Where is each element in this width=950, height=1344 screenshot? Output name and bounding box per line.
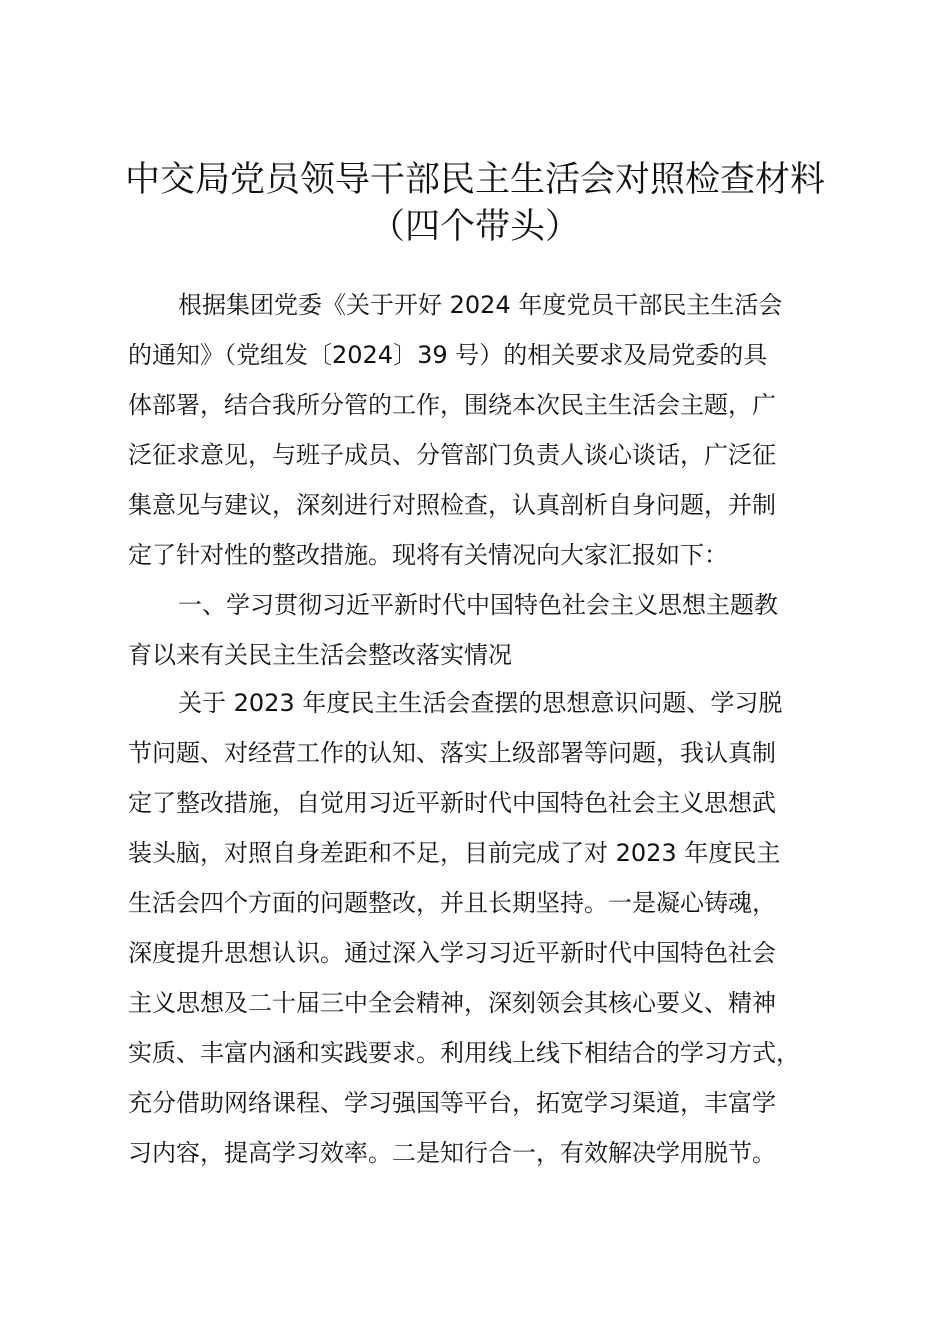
paragraph-line: 主义思想及二十届三中全会精神，深刻领会其核心要义、精神: [128, 989, 776, 1017]
paragraph-line: 体部署，结合我所分管的工作，围绕本次民主生活会主题，广: [128, 391, 776, 419]
document-title: 中交局党员领导干部民主生活会对照检查材料: [124, 160, 825, 200]
section-heading-line: 育以来有关民主生活会整改落实情况: [128, 641, 512, 669]
paragraph-line: 习内容，提高学习效率。二是知行合一，有效解决学用脱节。: [128, 1139, 776, 1167]
paragraph-line: 充分借助网络课程、学习强国等平台，拓宽学习渠道，丰富学: [128, 1089, 776, 1117]
paragraph-line: 的通知》（党组发〔2024〕39 号）的相关要求及局党委的具: [128, 341, 768, 369]
paragraph-line: 定了针对性的整改措施。现将有关情况向大家汇报如下：: [128, 541, 728, 569]
paragraph-line: 实质、丰富内涵和实践要求。利用线上线下相结合的学习方式，: [128, 1039, 800, 1067]
paragraph-line: 集意见与建议，深刻进行对照检查，认真剖析自身问题，并制: [128, 491, 776, 519]
paragraph-line: 泛征求意见，与班子成员、分管部门负责人谈心谈话，广泛征: [128, 441, 776, 469]
document-subtitle: （四个带头）: [369, 207, 580, 247]
paragraph-line: 节问题、对经营工作的认知、落实上级部署等问题，我认真制: [128, 739, 776, 767]
paragraph-line: 深度提升思想认识。通过深入学习习近平新时代中国特色社会: [128, 939, 776, 967]
paragraph-line: 根据集团党委《关于开好 2024 年度党员干部民主生活会: [178, 291, 783, 319]
paragraph-line: 关于 2023 年度民主生活会查摆的思想意识问题、学习脱: [178, 689, 783, 717]
paragraph-line: 装头脑，对照自身差距和不足，目前完成了对 2023 年度民主: [128, 839, 781, 867]
section-heading-line: 一、学习贯彻习近平新时代中国特色社会主义思想主题教: [178, 591, 778, 619]
paragraph-line: 生活会四个方面的问题整改，并且长期坚持。一是凝心铸魂，: [128, 889, 776, 917]
paragraph-line: 定了整改措施，自觉用习近平新时代中国特色社会主义思想武: [128, 789, 776, 817]
